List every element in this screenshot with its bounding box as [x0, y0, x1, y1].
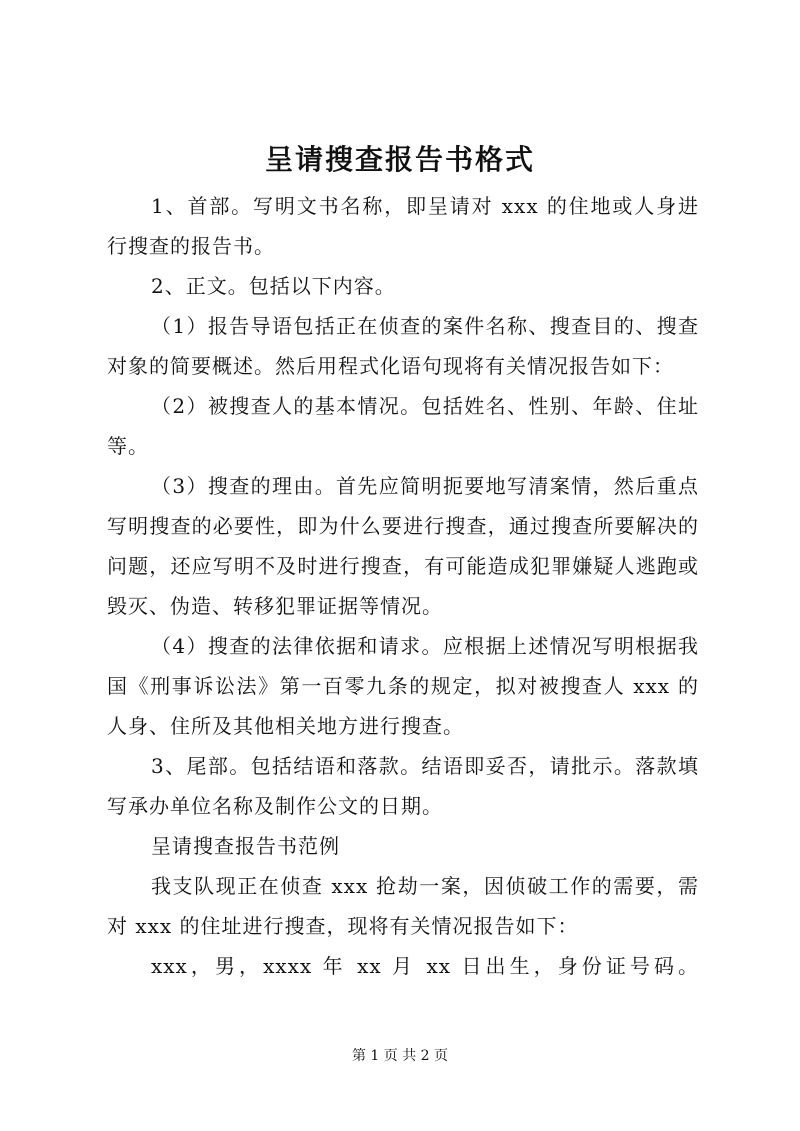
paragraph-header-section: 1、首部。写明文书名称，即呈请对 xxx 的住地或人身进行搜查的报告书。	[107, 194, 699, 258]
example-heading: 呈请搜查报告书范例	[151, 834, 340, 858]
paragraph-item-4: （4）搜查的法律依据和请求。应根据上述情况写明根据我国《刑事诉讼法》第一百零九条的规定，拟对被搜查人 xxx 的人身、住所及其他相关地方进行搜查。	[107, 634, 699, 738]
example-paragraph: 我支队现正在侦查 xxx 抢劫一案，因侦破工作的需要，需对 xxx 的住址进行搜查，现将有关情况报告如下：	[107, 874, 699, 938]
page-number: 第 1 页 共 2 页	[351, 1048, 449, 1064]
paragraph-item-1: （1）报告导语包括正在侦查的案件名称、搜查目的、搜查对象的简要概述。然后用程式化语句现将有关情况报告如下：	[107, 314, 699, 378]
example-person-line: xxx，男，xxxx 年 xx 月 xx 日出生，身份证号码。	[151, 954, 699, 978]
paragraph-main-section: 2、正文。包括以下内容。	[151, 274, 396, 298]
paragraph-item-3: （3）搜查的理由。首先应简明扼要地写清案情，然后重点写明搜查的必要性，即为什么要进行搜查，通过搜查所要解决的问题，还应写明不及时进行搜查，有可能造成犯罪嫌疑人逃跑或毁灭、伪造、转移犯罪证据等情况。	[107, 474, 699, 618]
document-title: 呈请搜查报告书格式	[264, 143, 535, 176]
paragraph-ending-section: 3、尾部。包括结语和落款。结语即妥否，请批示。落款填写承办单位名称及制作公文的日期。	[107, 754, 699, 818]
paragraph-item-2: （2）被搜查人的基本情况。包括姓名、性别、年龄、住址等。	[107, 394, 699, 458]
document-body	[107, 186, 699, 986]
